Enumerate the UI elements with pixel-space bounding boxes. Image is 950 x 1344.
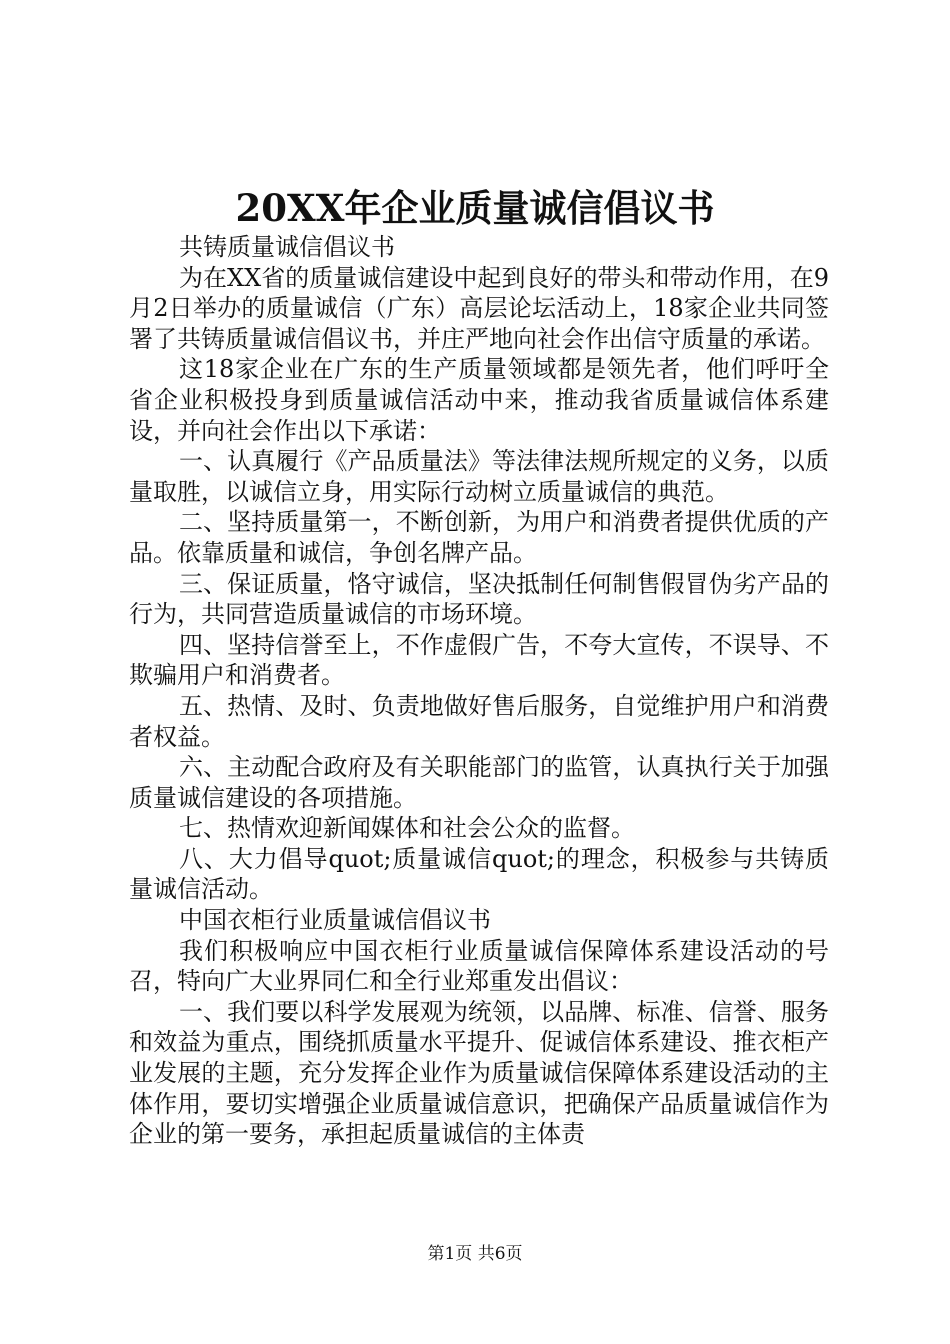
paragraph-item-5: 五、热情、及时、负责地做好售后服务，自觉维护用户和消费者权益。 xyxy=(129,691,829,751)
page-indicator: 第1页 共6页 xyxy=(427,1244,523,1264)
document-body xyxy=(129,232,829,1150)
paragraph: 为在XX省的质量诚信建设中起到良好的带头和带动作用，在9月2日举办的质量诚信（广东）高层论坛活动上，18家企业共同签署了共铸质量诚信倡议书，并庄严地向社会作出信守质量的承诺。 xyxy=(129,263,829,353)
paragraph-item-4: 四、坚持信誉至上，不作虚假广告，不夸大宣传，不误导、不欺骗用户和消费者。 xyxy=(129,630,829,690)
paragraph-item-6: 六、主动配合政府及有关职能部门的监管，认真执行关于加强质量诚信建设的各项措施。 xyxy=(129,753,829,812)
paragraph-heading-2: 中国衣柜行业质量诚信倡议书 xyxy=(179,906,491,935)
paragraph-item-1: 一、认真履行《产品质量法》等法律法规所规定的义务，以质量取胜，以诚信立身，用实际行动树立质量诚信的典范。 xyxy=(129,447,829,506)
paragraph-item-7: 七、热情欢迎新闻媒体和社会公众的监督。 xyxy=(179,814,635,843)
paragraph: 这18家企业在广东的生产质量领域都是领先者，他们呼吁全省企业积极投身到质量诚信活动中来，推动我省质量诚信体系建设，并向社会作出以下承诺： xyxy=(129,355,829,445)
paragraph-item-3: 三、保证质量，恪守诚信，坚决抵制任何制售假冒伪劣产品的行为，共同营造质量诚信的市场环境。 xyxy=(129,569,829,629)
paragraph-item-8: 八、大力倡导quot;质量诚信quot;的理念，积极参与共铸质量诚信活动。 xyxy=(129,844,829,904)
paragraph-item-1b: 一、我们要以科学发展观为统领，以品牌、标准、信誉、服务和效益为重点，围绕抓质量水平提升、促诚信体系建设、推衣柜产业发展的主题，充分发挥企业作为质量诚信保障体系建设活动的主体作用，要切实增强企业质量诚信意识，把确保产品质量诚信作为企业的第一要务，承担起质量诚信的主体责 xyxy=(129,997,829,1149)
document-title: 20XX年企业质量诚信倡议书 xyxy=(235,186,715,230)
paragraph-heading-1: 共铸质量诚信倡议书 xyxy=(179,233,395,261)
paragraph: 我们积极响应中国衣柜行业质量诚信保障体系建设活动的号召，特向广大业界同仁和全行业郑重发出倡议： xyxy=(129,936,829,996)
paragraph-item-2: 二、坚持质量第一，不断创新，为用户和消费者提供优质的产品。依靠质量和诚信，争创名牌产品。 xyxy=(129,508,829,567)
